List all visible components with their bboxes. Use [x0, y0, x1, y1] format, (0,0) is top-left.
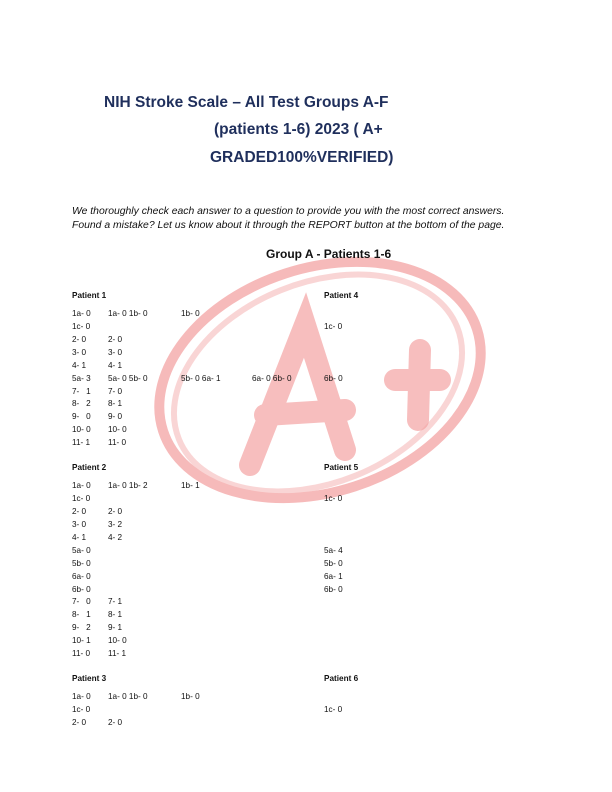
p1-col2: 2- 0 [108, 335, 123, 344]
p5-row: 6b- 0 [324, 585, 343, 594]
p2-row: 5b- 0 [72, 559, 91, 568]
p2-row: 2- 0 [72, 507, 87, 516]
p4-row: 1c- 0 [324, 322, 343, 331]
p2-col2: 7- 1 [108, 597, 123, 606]
p6-row: 1c- 0 [324, 705, 343, 714]
p3-col2: 2- 0 [108, 718, 123, 727]
p1-row: 1c- 0 [72, 322, 91, 331]
p5-row: 6a- 1 [324, 572, 343, 581]
p1-col3: 5b- 0 6a- 1 [181, 374, 221, 383]
p2-col2: 8- 1 [108, 610, 123, 619]
p2-col2: 3- 2 [108, 520, 123, 529]
p2-row: 9- 2 [72, 623, 91, 632]
p1-row: 5a- 3 [72, 374, 91, 383]
p5-row: 5a- 4 [324, 546, 343, 555]
p2-row: 6a- 0 [72, 572, 91, 581]
p2-row: 1c- 0 [72, 494, 91, 503]
patient-4-heading: Patient 4 [324, 291, 359, 300]
p1-row: 4- 1 [72, 361, 87, 370]
p2-row: 11- 0 [72, 649, 91, 658]
p1-col4: 6a- 0 6b- 0 [252, 374, 292, 383]
p4-row: 6b- 0 [324, 374, 343, 383]
p2-col2: 1a- 0 1b- 2 [108, 481, 148, 490]
p1-col2: 7- 0 [108, 387, 123, 396]
title-line-1: NIH Stroke Scale – All Test Groups A-F [104, 94, 389, 111]
p1-row: 8- 2 [72, 399, 91, 408]
p1-col2: 8- 1 [108, 399, 123, 408]
patient-1-heading: Patient 1 [72, 291, 107, 300]
p2-col2: 4- 2 [108, 533, 123, 542]
p2-row: 8- 1 [72, 610, 91, 619]
p3-col2: 1a- 0 1b- 0 [108, 692, 148, 701]
p1-row: 11- 1 [72, 438, 91, 447]
p1-col3: 1b- 0 [181, 309, 200, 318]
patient-3-heading: Patient 3 [72, 674, 107, 683]
p1-col2: 9- 0 [108, 412, 123, 421]
title-line-3: GRADED100%VERIFIED) [210, 149, 394, 166]
p2-col3: 1b- 1 [181, 481, 200, 490]
p2-row: 4- 1 [72, 533, 87, 542]
p2-row: 5a- 0 [72, 546, 91, 555]
p1-row: 3- 0 [72, 348, 87, 357]
title-line-2: (patients 1-6) 2023 ( A+ [214, 121, 383, 138]
p2-col2: 10- 0 [108, 636, 127, 645]
p2-row: 1a- 0 [72, 481, 91, 490]
patient-2-heading: Patient 2 [72, 463, 107, 472]
p1-col2: 1a- 0 1b- 0 [108, 309, 148, 318]
p1-row: 10- 0 [72, 425, 91, 434]
p2-row: 6b- 0 [72, 585, 91, 594]
p2-col2: 11- 1 [108, 649, 127, 658]
p5-row: 1c- 0 [324, 494, 343, 503]
p1-col2: 5a- 0 5b- 0 [108, 374, 148, 383]
p1-col2: 11- 0 [108, 438, 127, 447]
intro-paragraph: We thoroughly check each answer to a question to provide you with the most correct answers. Found a mistake? Let us know about it through the REPORT button at the bottom of the page. [72, 206, 505, 231]
p1-row: 7- 1 [72, 387, 91, 396]
p3-row: 1a- 0 [72, 692, 91, 701]
group-heading: Group A - Patients 1-6 [266, 247, 392, 261]
p5-row: 5b- 0 [324, 559, 343, 568]
p1-row: 1a- 0 [72, 309, 91, 318]
p1-col2: 4- 1 [108, 361, 123, 370]
p1-row: 2- 0 [72, 335, 87, 344]
patient-5-heading: Patient 5 [324, 463, 359, 472]
p3-col3: 1b- 0 [181, 692, 200, 701]
p3-row: 1c- 0 [72, 705, 91, 714]
p1-col2: 3- 0 [108, 348, 123, 357]
p2-row: 10- 1 [72, 636, 91, 645]
p2-col2: 2- 0 [108, 507, 123, 516]
p3-row: 2- 0 [72, 718, 87, 727]
p2-col2: 9- 1 [108, 623, 123, 632]
patient-6-heading: Patient 6 [324, 674, 359, 683]
p2-row: 7- 0 [72, 597, 91, 606]
p1-col2: 10- 0 [108, 425, 127, 434]
p2-row: 3- 0 [72, 520, 87, 529]
p1-row: 9- 0 [72, 412, 91, 421]
